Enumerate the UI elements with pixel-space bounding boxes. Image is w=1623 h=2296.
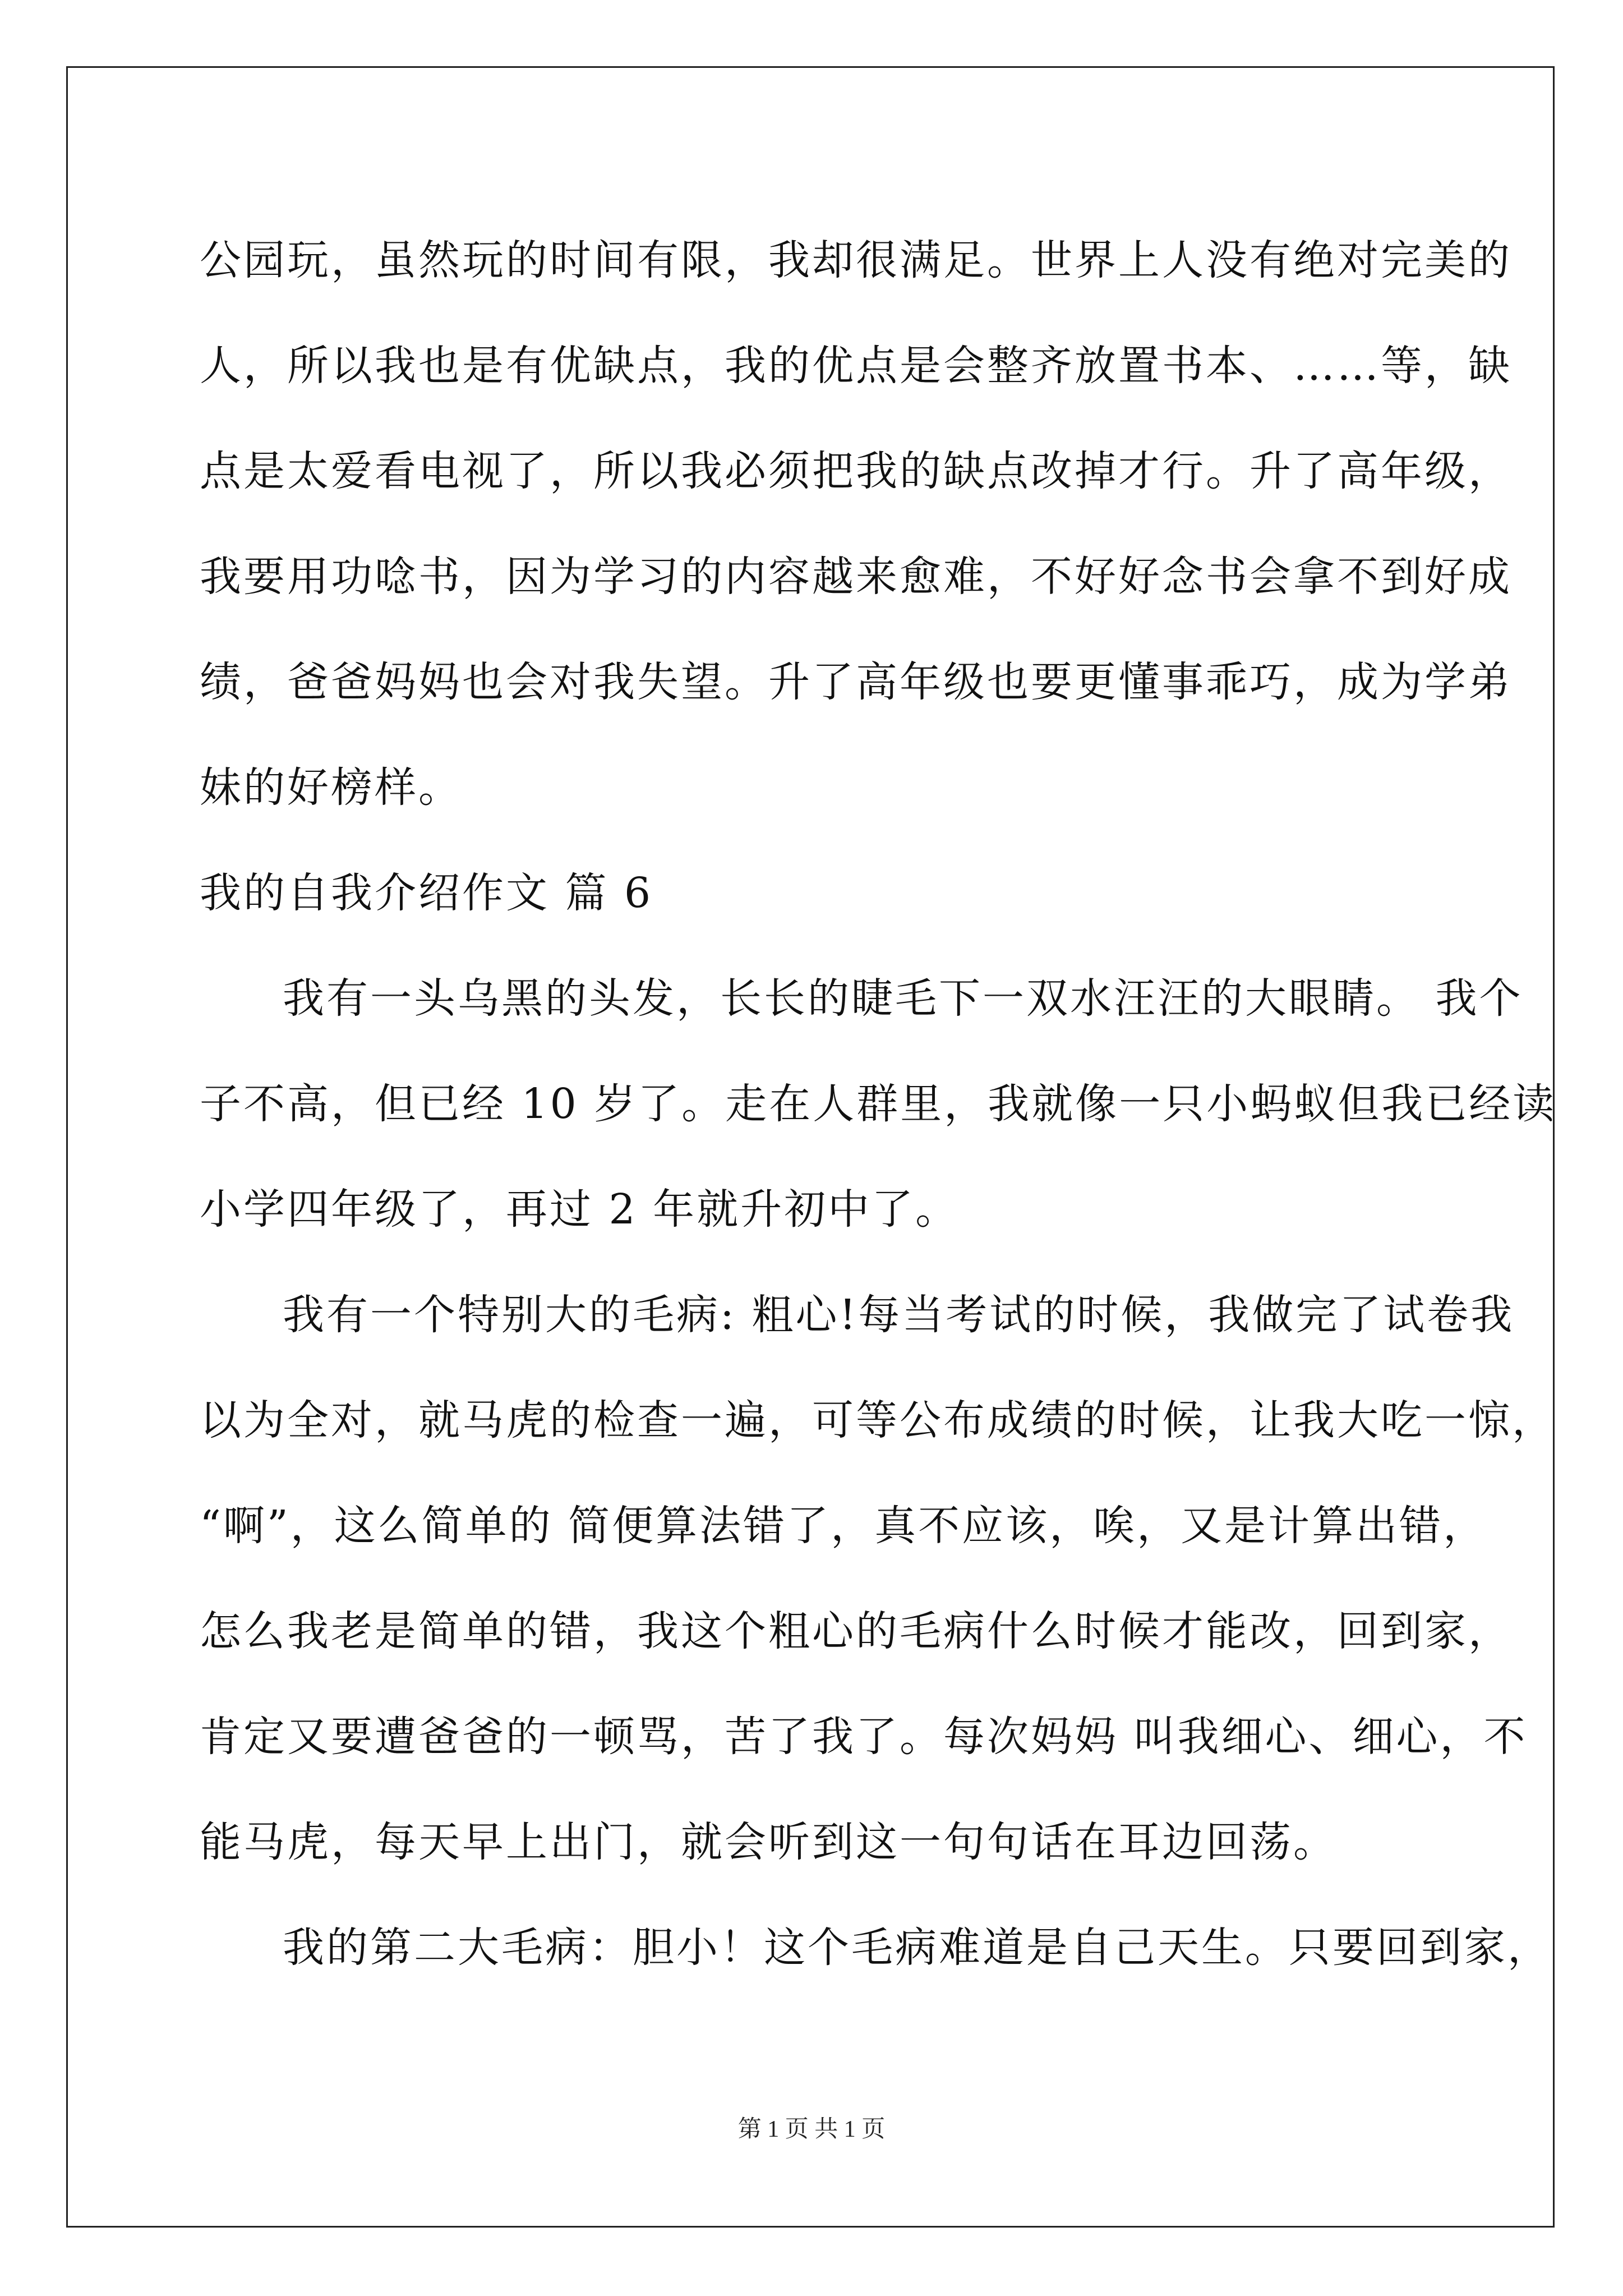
paragraph-line: 肯定又要遭爸爸的一顿骂，苦了我了。每次妈妈 叫我细心、细心，不 (200, 1713, 1528, 1761)
text-line: 人，所以我也是有优缺点，我的优点是会整齐放置书本、……等，缺 (200, 342, 1512, 390)
paragraph-line: 怎么我老是简单的错，我这个粗心的毛病什么时候才能改，回到家， (200, 1607, 1512, 1655)
text-line: 点是太爱看电视了，所以我必须把我的缺点改掉才行。升了高年级， (200, 447, 1512, 495)
paragraph-line: 小学四年级了，再过 2 年就升初中了。 (200, 1185, 960, 1234)
page-footer: 第 1 页 共 1 页 (737, 2116, 886, 2142)
text-line: 我要用功唸书，因为学习的内容越来愈难，不好好念书会拿不到好成 (200, 553, 1512, 601)
text-line: 绩，爸爸妈妈也会对我失望。升了高年级也要更懂事乖巧，成为学弟 (200, 658, 1512, 706)
paragraph-line: 我有一头乌黑的头发，长长的睫毛下一双水汪汪的大眼睛。 我个 (283, 974, 1523, 1023)
document-body (200, 208, 1557, 2000)
paragraph-line: 子不高，但已经 10 岁了。走在人群里，我就像一只小蚂蚁但我已经读 (200, 1080, 1557, 1128)
paragraph-line: “啊”，这么简单的 简便算法错了，真不应该，唉，又是计算出错， (200, 1502, 1487, 1550)
paragraph-line: 以为全对，就马虎的检查一遍，可等公布成绩的时候，让我大吃一惊， (200, 1396, 1556, 1444)
section-heading: 我的自我介绍作文 篇 6 (200, 869, 653, 917)
text-line: 公园玩，虽然玩的时间有限，我却很满足。世界上人没有绝对完美的 (200, 236, 1512, 284)
paragraph-line: 我有一个特别大的毛病: 粗心!每当考试的时候，我做完了试卷我 (283, 1291, 1515, 1339)
paragraph-line: 我的第二大毛病：胆小！这个毛病难道是自己天生。只要回到家， (283, 1924, 1551, 1972)
text-line: 妹的好榜样。 (200, 763, 462, 812)
paragraph-line: 能马虎，每天早上出门，就会听到这一句句话在耳边回荡。 (200, 1818, 1337, 1866)
